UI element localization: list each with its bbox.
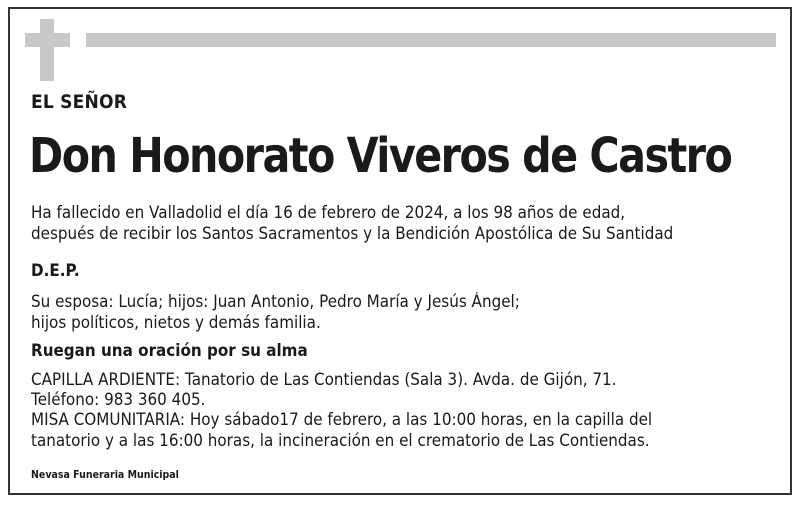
funeral-home-credit: Nevasa Funeraria Municipal	[31, 469, 179, 481]
deceased-name: Don Honorato Viveros de Castro	[29, 128, 732, 184]
heading-label: EL SEÑOR	[31, 91, 128, 113]
dep-label: D.E.P.	[31, 261, 80, 280]
header-rule	[86, 33, 776, 47]
family-line-2: hijos políticos, nietos y demás familia.	[31, 313, 321, 332]
announcement-line-2: después de recibir los Santos Sacramentos y la Bendición Apostólica de Su Santidad	[31, 224, 674, 243]
prayer-request: Ruegan una oración por su alma	[31, 341, 308, 360]
details-line-1: CAPILLA ARDIENTE: Tanatorio de Las Contiendas (Sala 3). Avda. de Gijón, 71.	[31, 370, 617, 389]
announcement-line-1: Ha fallecido en Valladolid el día 16 de febrero de 2024, a los 98 años de edad,	[31, 203, 626, 222]
details-line-3: MISA COMUNITARIA: Hoy sábado17 de febrero, a las 10:00 horas, en la capilla del	[31, 410, 653, 429]
details-line-2: Teléfono: 983 360 405.	[31, 390, 206, 409]
details-line-4: tanatorio y a las 16:00 horas, la incineración en el crematorio de Las Contiendas.	[31, 431, 650, 450]
family-line-1: Su esposa: Lucía; hijos: Juan Antonio, Pedro María y Jesús Ángel;	[31, 292, 520, 311]
